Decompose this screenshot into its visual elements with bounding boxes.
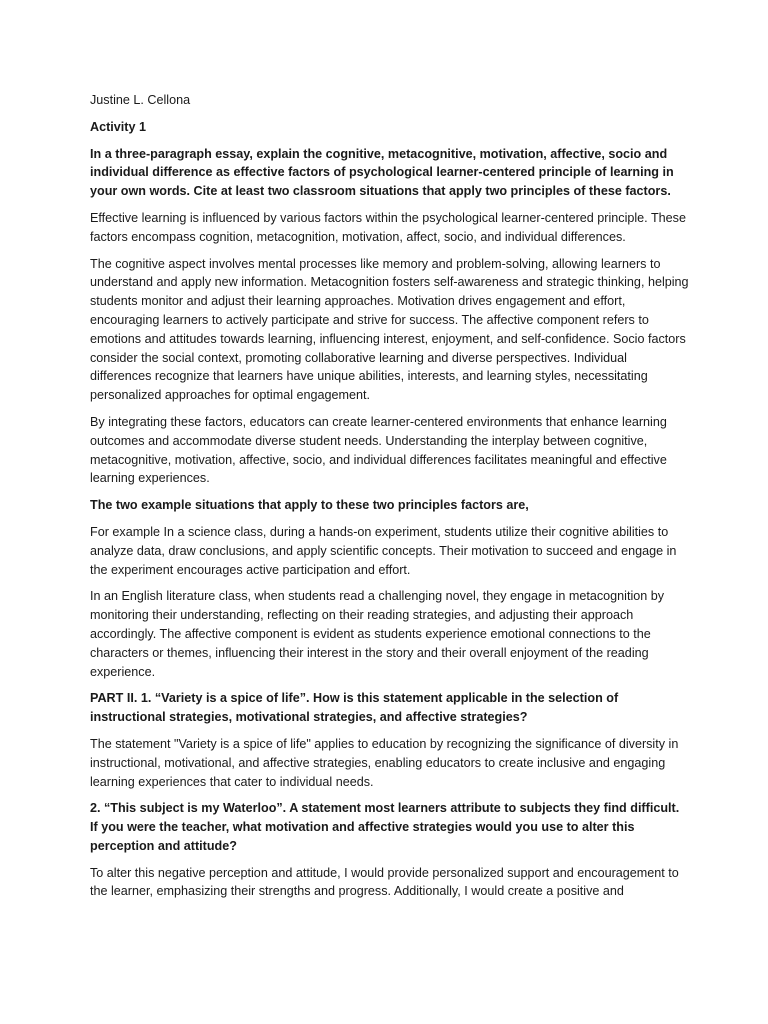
part2-question-2: 2. “This subject is my Waterloo”. A statement most learners attribute to subjects they find difficult. If you were the teacher, what motivation and affective strategies would you use to alter this perception and attitude? [90,801,680,853]
activity-title: Activity 1 [90,119,146,134]
example-science-class: For example In a science class, during a hands-on experiment, students utilize their cognitive abilities to analyze data, draw conclusions, and apply scientific concepts. Their motivation to succeed and engage in the experiment encourages active participation and effort. [90,524,677,577]
essay-paragraph-2: The cognitive aspect involves mental processes like memory and problem-solving, allowing learners to understand and apply new information. Metacognition fosters self-awareness and strategic thinking, helping students monitor and adjust their learning approaches. Motivation drives engagement and effort, encouraging learners to actively participate and strive for success. The affective component refers to emotions and attitudes towards learning, influencing interest, enjoyment, and self-confidence. Socio factors consider the social context, promoting collaborative learning and diverse perspectives. Individual differences recognize that learners have unique abilities, interests, and learning styles, necessitating personalized approaches for optimal engagement. [90,256,689,403]
document-page [90,91,690,909]
example-english-class: In an English literature class, when students read a challenging novel, they engage in metacognition by monitoring their understanding, reflecting on their reading strategies, and adjusting their approach accordingly. The affective component is evident as students experience emotional connections to the characters or themes, influencing their interest in the story and their overall enjoyment of the reading experience. [90,589,665,679]
part2-answer-2: To alter this negative perception and attitude, I would provide personalized support and encouragement to the learner, emphasizing their strengths and progress. Additionally, I would create a positive and [90,865,679,899]
essay-prompt: In a three-paragraph essay, explain the cognitive, metacognitive, motivation, affective, socio and individual difference as effective factors of psychological learner-centered principle of learning in your own words. Cite at least two classroom situations that apply two principles of these factors. [90,146,674,199]
part2-answer-1: The statement "Variety is a spice of life" applies to education by recognizing the significance of diversity in instructional, motivational, and affective strategies, enabling educators to create inclusive and engaging learning experiences that cater to individual needs. [90,736,679,789]
part2-question-1: PART II. 1. “Variety is a spice of life”. How is this statement applicable in the selection of instructional strategies, motivational strategies, and affective strategies? [90,691,619,725]
essay-paragraph-3: By integrating these factors, educators can create learner-centered environments that enhance learning outcomes and accommodate diverse student needs. Understanding the interplay between cognitive, metacognitive, motivation, affective, socio, and individual differences facilitates meaningful and effective learning experiences. [90,414,667,486]
examples-heading: The two example situations that apply to these two principles factors are, [90,498,529,513]
essay-paragraph-1: Effective learning is influenced by various factors within the psychological learner-centered principle. These factors encompass cognition, metacognition, motivation, affect, socio, and individual differences. [90,210,686,244]
author-name: Justine L. Cellona [90,93,191,107]
